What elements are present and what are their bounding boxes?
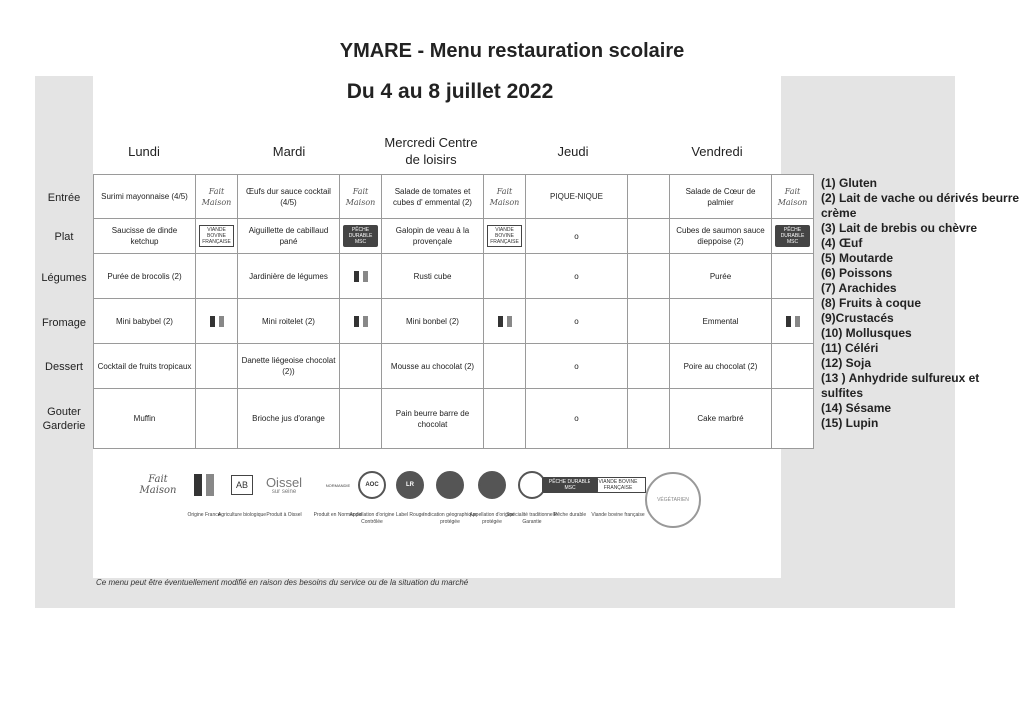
- menu-cell: Mini bonbel (2): [382, 299, 484, 344]
- label-rouge-icon: LR: [396, 471, 424, 499]
- allergen-item: (5) Moutarde: [821, 251, 893, 265]
- table-row-fromage: [94, 299, 814, 344]
- allergen-item: (9)Crustacés: [821, 311, 894, 325]
- menu-cell: Purée de brocolis (2): [94, 254, 196, 299]
- allergen-item: (12) Soja: [821, 356, 872, 370]
- table-row-dessert: [94, 344, 814, 389]
- menu-cell: Pain beurre barre de chocolat: [382, 389, 484, 449]
- row-label-gouter: Gouter Garderie: [42, 406, 86, 432]
- aop-seal-icon: [478, 471, 506, 499]
- menu-cell: Saucisse de dinde ketchup: [94, 219, 196, 254]
- allergen-list: [821, 176, 1021, 431]
- menu-cell: Cocktail de fruits tropicaux: [94, 344, 196, 389]
- menu-cell: Danette liégeoise chocolat (2)): [238, 344, 340, 389]
- day-header-mardi: Mardi: [272, 144, 306, 159]
- legend-stg: Spécialité traditionnelle Garantie: [504, 470, 560, 526]
- allergen-item: (10) Mollusques: [821, 326, 912, 340]
- day-header-jeudi: Jeudi: [557, 144, 589, 159]
- allergen-item: (7) Arachides: [821, 281, 897, 295]
- msc-peche-durable-icon: PÊCHE DURABLE MSC: [775, 225, 810, 247]
- legend-normandie: NORMANDIE Produit en Normandie: [313, 482, 363, 518]
- legend-viande-bovine: VIANDE BOVINE FRANÇAISE Viande bovine française: [591, 479, 645, 518]
- table-row-entree: [94, 175, 814, 219]
- week-subtitle: Du 4 au 8 juillet 2022: [346, 80, 554, 103]
- legend-bio: AB Agriculture biologique: [214, 470, 270, 519]
- allergen-item: (13 ) Anhydride sulfureux et sulfites: [821, 371, 980, 400]
- legend-oissel: Oissel sur seine Produit à Oissel: [265, 474, 303, 518]
- oissel-logo-icon: Oissel: [265, 474, 303, 490]
- menu-cell: o: [526, 219, 628, 254]
- menu-cell: Aiguillette de cabillaud pané: [238, 219, 340, 254]
- agriculture-biologique-icon: AB: [231, 475, 253, 495]
- menu-table: [93, 174, 814, 449]
- menu-cell: Mini roitelet (2): [238, 299, 340, 344]
- menu-cell: Mousse au chocolat (2): [382, 344, 484, 389]
- origine-france-flag-icon: [210, 316, 224, 325]
- fait-maison-icon: Fait Maison: [139, 474, 177, 496]
- allergen-item: (11) Céléri: [821, 341, 879, 355]
- allergen-item: (3) Lait de brebis ou chèvre: [821, 221, 978, 235]
- day-header-lundi: Lundi: [128, 144, 160, 159]
- table-row-legumes: [94, 254, 814, 299]
- fait-maison-icon: Fait Maison: [489, 186, 520, 207]
- row-label-legumes: Légumes: [41, 272, 87, 284]
- allergen-item: (14) Sésame: [821, 401, 892, 415]
- origine-france-flag-icon: [354, 271, 368, 280]
- fait-maison-icon: Fait Maison: [201, 186, 232, 207]
- menu-cell: Cake marbré: [670, 389, 772, 449]
- allergen-item: (8) Fruits à coque: [821, 296, 922, 310]
- menu-cell: Emmental: [670, 299, 772, 344]
- table-row-gouter: [94, 389, 814, 449]
- msc-peche-durable-icon: PÊCHE DURABLE MSC: [343, 225, 378, 247]
- row-label-fromage: Fromage: [41, 317, 87, 329]
- row-label-dessert: Dessert: [45, 361, 83, 373]
- menu-cell: Cubes de saumon sauce dieppoise (2): [670, 219, 772, 254]
- menu-cell: Rusti cube: [382, 254, 484, 299]
- aoc-seal-icon: AOC: [358, 471, 386, 499]
- origine-france-flag-icon: [354, 316, 368, 325]
- menu-cell: Purée: [670, 254, 772, 299]
- menu-cell: o: [526, 344, 628, 389]
- row-label-plat: Plat: [54, 231, 74, 243]
- origine-france-flag-icon: [786, 316, 800, 325]
- allergen-item: (1) Gluten: [821, 176, 877, 190]
- menu-cell: o: [526, 389, 628, 449]
- menu-cell: o: [526, 254, 628, 299]
- page-title: YMARE - Menu restauration scolaire: [339, 40, 685, 62]
- table-row-plat: [94, 219, 814, 254]
- day-header-vendredi: Vendredi: [691, 144, 743, 159]
- menu-cell: Œufs dur sauce cocktail (4/5): [238, 175, 340, 219]
- menu-cell: Mini babybel (2): [94, 299, 196, 344]
- normandie-logo-icon: NORMANDIE: [325, 482, 351, 488]
- allergen-item: (2) Lait de vache ou dérivés beurre crème: [821, 191, 1020, 220]
- fait-maison-icon: Fait Maison: [777, 186, 808, 207]
- menu-cell: Galopin de veau à la provençale: [382, 219, 484, 254]
- legend-peche-durable: PÊCHE DURABLE MSC Pêche durable: [542, 470, 598, 519]
- msc-peche-durable-icon: PÊCHE DURABLE MSC: [542, 477, 598, 493]
- menu-cell: Salade de Cœur de palmier: [670, 175, 772, 219]
- menu-cell: o: [526, 299, 628, 344]
- legend-aop: Appellation d'origine protégée: [464, 470, 520, 526]
- origine-france-flag-icon: [194, 474, 214, 496]
- allergen-item: (15) Lupin: [821, 416, 879, 430]
- row-label-entree: Entrée: [47, 192, 81, 204]
- allergen-item: (6) Poissons: [821, 266, 893, 280]
- day-header-mercredi: Mercredi Centre de loisirs: [384, 135, 478, 167]
- menu-cell: Surimi mayonnaise (4/5): [94, 175, 196, 219]
- vegetarien-leaf-icon: VÉGÉTARIEN: [645, 472, 701, 528]
- igp-seal-icon: [436, 471, 464, 499]
- viande-bovine-francaise-icon: VIANDE BOVINE FRANÇAISE: [199, 225, 234, 247]
- label-legend: [130, 470, 750, 550]
- legend-origine-france: Origine France: [176, 470, 232, 519]
- origine-france-flag-icon: [498, 316, 512, 325]
- legend-igp: Indication géographique protégée: [422, 470, 478, 526]
- menu-cell: Jardinière de légumes: [238, 254, 340, 299]
- menu-cell: Brioche jus d'orange: [238, 389, 340, 449]
- legend-label-rouge: LR Label Rouge: [382, 470, 438, 519]
- fait-maison-icon: Fait Maison: [345, 186, 376, 207]
- menu-cell: Muffin: [94, 389, 196, 449]
- viande-bovine-francaise-icon: VIANDE BOVINE FRANÇAISE: [590, 477, 646, 493]
- disclaimer-note: Ce menu peut être éventuellement modifié en raison des besoins du service ou de la situation du marché: [96, 578, 469, 587]
- viande-bovine-francaise-icon: VIANDE BOVINE FRANÇAISE: [487, 225, 522, 247]
- legend-aoc: AOC Appellation d'origine Contrôlée: [344, 470, 400, 526]
- menu-cell: Poire au chocolat (2): [670, 344, 772, 389]
- menu-cell: PIQUE-NIQUE: [526, 175, 628, 219]
- allergen-item: (4) Œuf: [821, 236, 863, 250]
- legend-vegetarien: [638, 470, 708, 530]
- menu-cell: Salade de tomates et cubes d' emmental (2): [382, 175, 484, 219]
